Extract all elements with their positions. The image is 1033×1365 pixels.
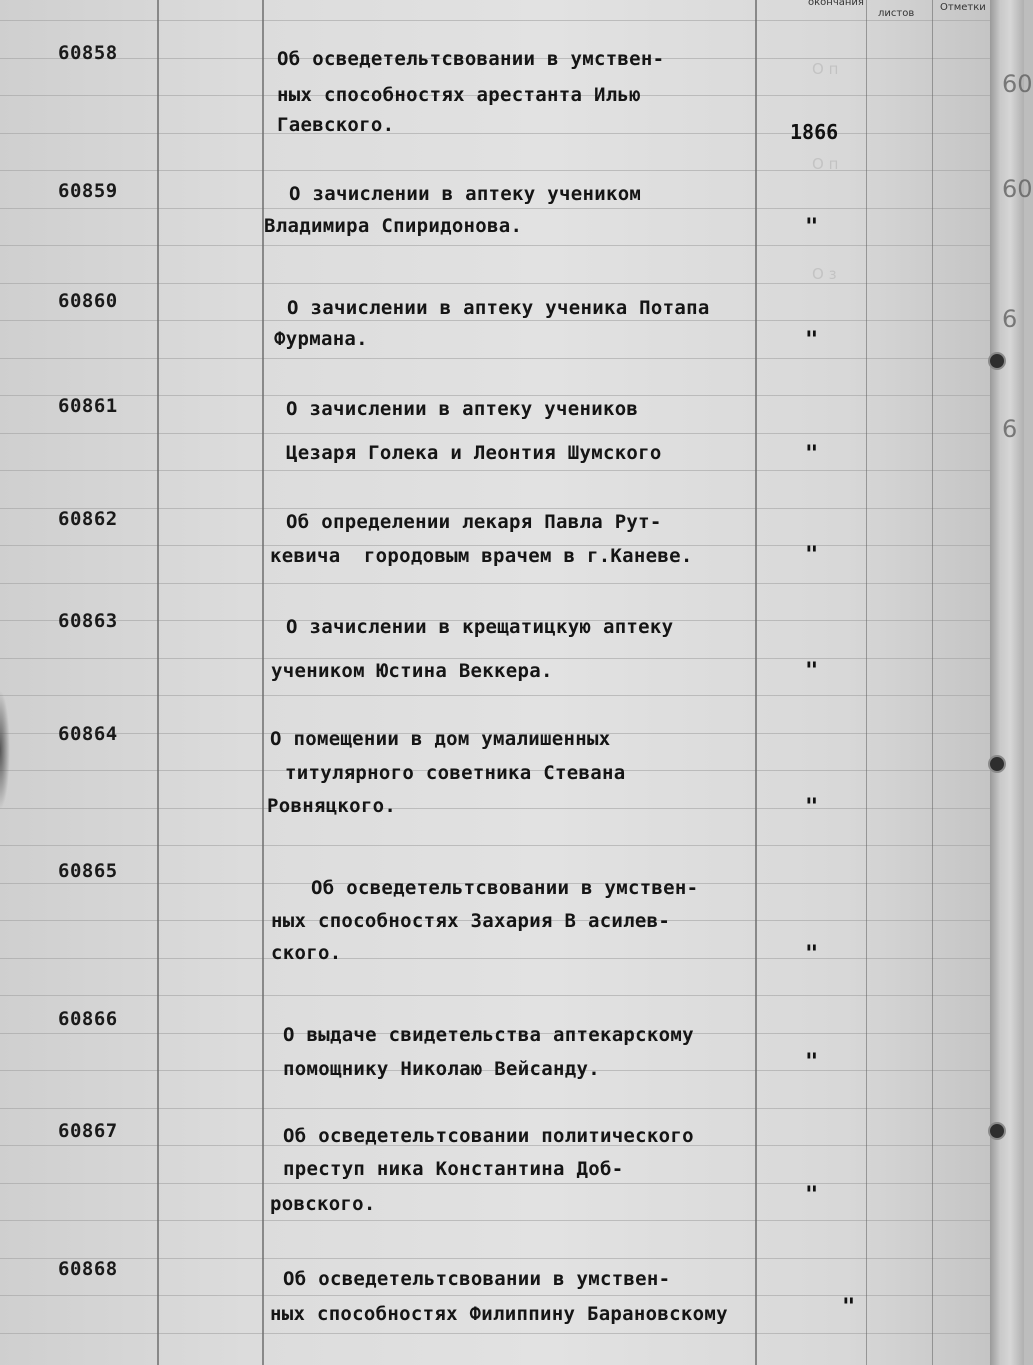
ruled-line [0,995,995,996]
ruled-line [0,170,995,171]
entry-end-date: 1866 [790,120,839,144]
ditto-mark: " [842,1295,856,1320]
ditto-mark: " [805,1183,819,1208]
header-notes: Отметки [940,2,986,13]
entry-title-line: ных способностях Филиппину Барановскому [270,1303,728,1325]
ruled-line [0,845,995,846]
edge-number-fragment: 6 [1002,305,1018,333]
column-rule-sheets [866,0,867,1365]
binding-hole [988,755,1006,773]
entry-number: 60863 [58,610,118,632]
ditto-mark: " [805,942,819,967]
entry-title-line: Ровняцкого. [267,795,397,817]
entry-title-line: О помещении в дом умалишенных [270,728,611,750]
ruled-line [0,1183,995,1184]
entry-title-line: ных способностях арестанта Илью [277,84,641,106]
ditto-mark: " [805,659,819,684]
binding-hole [988,1122,1006,1140]
ditto-mark: " [805,328,819,353]
entry-title-line: Об осведетельтсвовании в умствен- [283,1268,671,1290]
entry-title-line: Об осведетельтсвовании в умствен- [277,48,665,70]
entry-title-line: учеником Юстина Веккера. [271,660,553,682]
binding-hole [988,352,1006,370]
entry-title-line: ровского. [270,1193,376,1215]
ditto-mark: " [805,215,819,240]
entry-number: 60862 [58,508,118,530]
ruled-line [0,808,995,809]
entry-title-line: преступ ника Константина Доб- [283,1158,624,1180]
entry-title-line: О выдаче свидетельства аптекарскому [283,1024,694,1046]
ditto-mark: " [805,543,819,568]
show-through-text: О п [812,155,839,173]
entry-title-line: Об определении лекаря Павла Рут- [286,511,662,533]
ditto-mark: " [805,442,819,467]
entry-number: 60867 [58,1120,118,1142]
entry-title-line: Об осведетельтсовании политического [283,1125,694,1147]
ditto-mark: " [805,795,819,820]
entry-title-line: Гаевского. [277,114,395,136]
entry-number: 60864 [58,723,118,745]
ruled-line [0,358,995,359]
binding-shadow [0,690,10,810]
ruled-line [0,958,995,959]
ruled-line [0,1108,995,1109]
entry-title-line: Владимира Спиридонова. [264,215,523,237]
column-rule-end-date [755,0,757,1365]
column-rule-number [157,0,159,1365]
ruled-line [0,695,995,696]
ruled-line [0,433,995,434]
entry-number: 60860 [58,290,118,312]
entry-title-line: ского. [271,942,342,964]
entry-title-line: Об осведетельтсвовании в умствен- [311,877,699,899]
header-end-date: окончания [808,0,864,8]
ruled-line [0,658,995,659]
ruled-line [0,320,995,321]
show-through-text: Ο п [812,60,839,78]
ruled-line [0,245,995,246]
ruled-line [0,395,995,396]
entry-title-line: О зачислении в аптеку учеников [286,398,639,420]
next-page-edge [990,0,1024,1365]
ruled-line [0,133,995,134]
edge-number-fragment: 6 [1002,415,1018,443]
entry-title-line: Цезаря Голека и Леонтия Шумского [286,442,662,464]
column-rule-notes [932,0,933,1365]
entry-title-line: помощнику Николаю Вейсанду. [283,1058,600,1080]
entry-number: 60865 [58,860,118,882]
show-through-text: О з [812,265,837,283]
entry-title-line: О зачислении в крещатицкую аптеку [286,616,674,638]
entry-title-line: ных способностях Захария В асилев- [271,910,671,932]
ruled-line [0,208,995,209]
ruled-line [0,1220,995,1221]
entry-title-line: О зачислении в аптеку учеником [289,183,642,205]
ditto-mark: " [805,1050,819,1075]
entry-title-line: Фурмана. [274,328,368,350]
column-rule-title [262,0,264,1365]
entry-title-line: О зачислении в аптеку ученика Потапа [287,297,710,319]
ruled-line [0,20,995,21]
ruled-line [0,1333,995,1334]
ruled-line [0,508,995,509]
header-sheets: листов [878,8,915,19]
edge-number-fragment: 60 [1002,70,1033,98]
entry-number: 60861 [58,395,118,417]
entry-number: 60868 [58,1258,118,1280]
ruled-line [0,470,995,471]
entry-number: 60858 [58,42,118,64]
ruled-line [0,283,995,284]
entry-title-line: титулярного советника Стевана [285,762,626,784]
entry-title-line: кевича городовым врачем в г.Каневе. [270,545,693,567]
entry-number: 60866 [58,1008,118,1030]
ruled-line [0,583,995,584]
edge-number-fragment: 60 [1002,175,1033,203]
ruled-line [0,1258,995,1259]
entry-number: 60859 [58,180,118,202]
